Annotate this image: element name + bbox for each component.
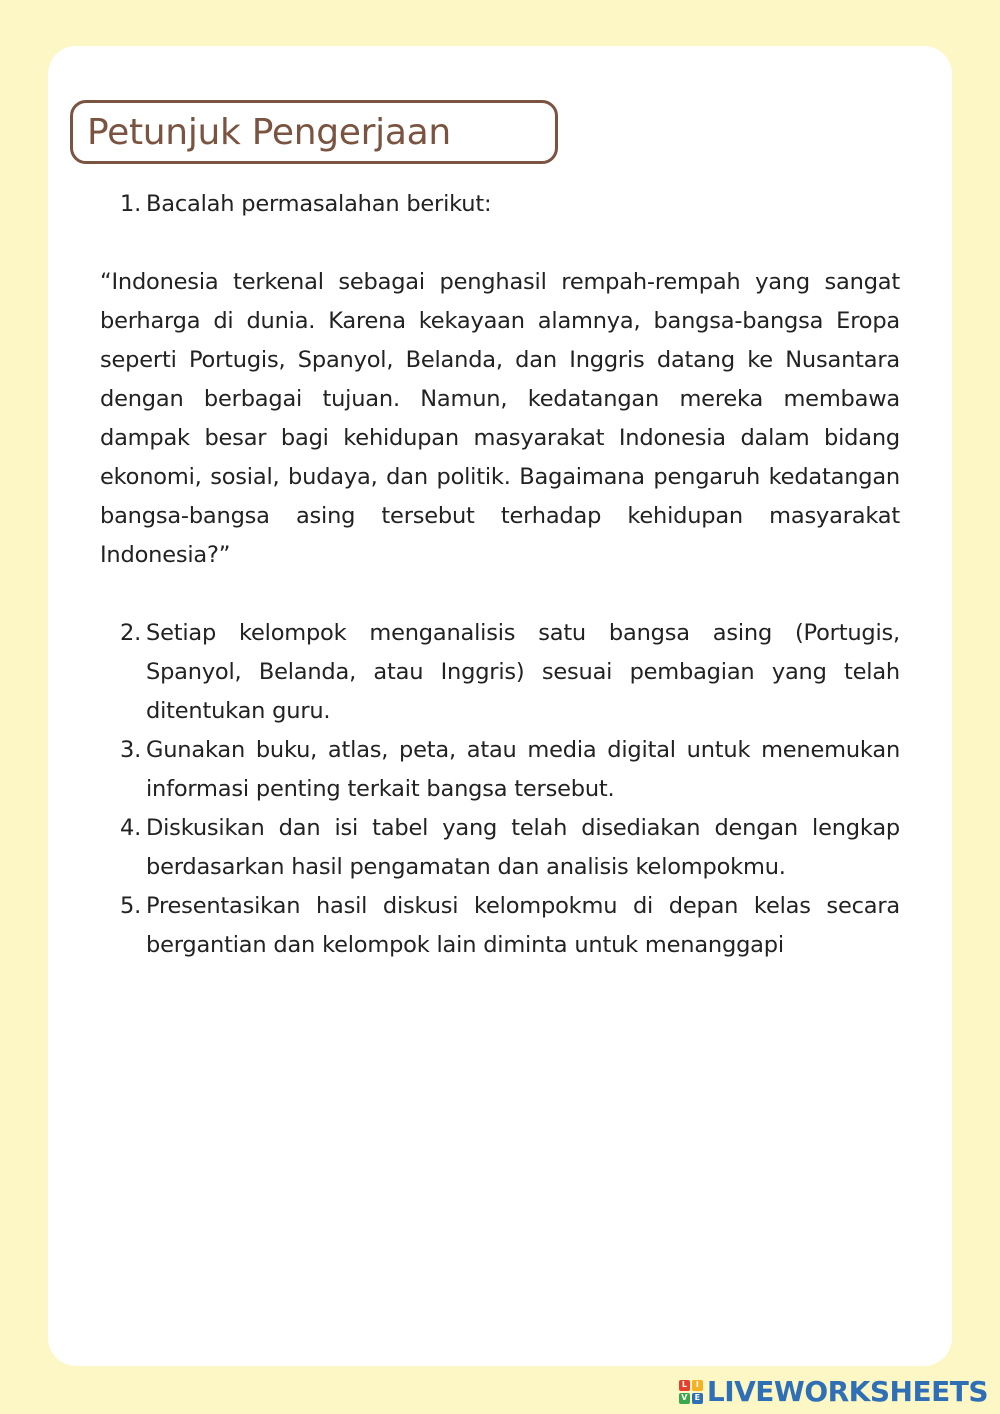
instruction-text: Bacalah permasalahan berikut: xyxy=(146,191,492,217)
instruction-text: Presentasikan hasil diskusi kelompokmu di depan kelas secara bergantian dan kelompok lain diminta untuk menanggapi xyxy=(146,893,900,958)
liveworksheets-logo[interactable] xyxy=(679,1375,988,1408)
instruction-number: 2. xyxy=(120,620,142,646)
logo-letter: V xyxy=(679,1393,690,1404)
instruction-item-5 xyxy=(100,887,900,965)
logo-letter: I xyxy=(692,1380,703,1391)
instruction-item-3 xyxy=(100,731,900,809)
instruction-text: Setiap kelompok menganalisis satu bangsa asing (Portugis, Spanyol, Belanda, atau Inggris) sesuai pembagian yang telah ditentukan guru. xyxy=(146,620,900,724)
instruction-item-2 xyxy=(100,614,900,731)
instruction-intro xyxy=(100,185,900,224)
instruction-number: 1. xyxy=(120,191,142,217)
instruction-item-1 xyxy=(100,185,900,224)
page-title: Petunjuk Pengerjaan xyxy=(87,111,451,153)
instruction-number: 4. xyxy=(120,815,142,841)
instruction-text: Diskusikan dan isi tabel yang telah disediakan dengan lengkap berdasarkan hasil pengamatan dan analisis kelompokmu. xyxy=(146,815,900,880)
title-box xyxy=(70,100,558,164)
instruction-list xyxy=(100,614,900,965)
logo-icon xyxy=(679,1380,703,1404)
logo-letter: E xyxy=(692,1393,703,1404)
instruction-number: 3. xyxy=(120,737,142,763)
instruction-number: 5. xyxy=(120,893,142,919)
logo-letter: L xyxy=(679,1380,690,1391)
instruction-text: Gunakan buku, atlas, peta, atau media digital untuk menemukan informasi penting terkait bangsa tersebut. xyxy=(146,737,900,802)
brand-name: LIVEWORKSHEETS xyxy=(706,1375,988,1408)
instruction-item-4 xyxy=(100,809,900,887)
problem-text: “Indonesia terkenal sebagai penghasil rempah-rempah yang sangat berharga di dunia. Karena kekayaan alamnya, bangsa-bangsa Eropa seperti Portugis, Spanyol, Belanda, dan Inggris datang ke Nusantara dengan berbagai tujuan. Namun, kedatangan mereka membawa dampak besar bagi kehidupan masyarakat Indonesia dalam bidang ekonomi, sosial, budaya, dan politik. Bagaimana pengaruh kedatangan bangsa-bangsa asing tersebut terhadap kehidupan masyarakat Indonesia?” xyxy=(100,269,900,568)
problem-quote xyxy=(100,263,900,575)
